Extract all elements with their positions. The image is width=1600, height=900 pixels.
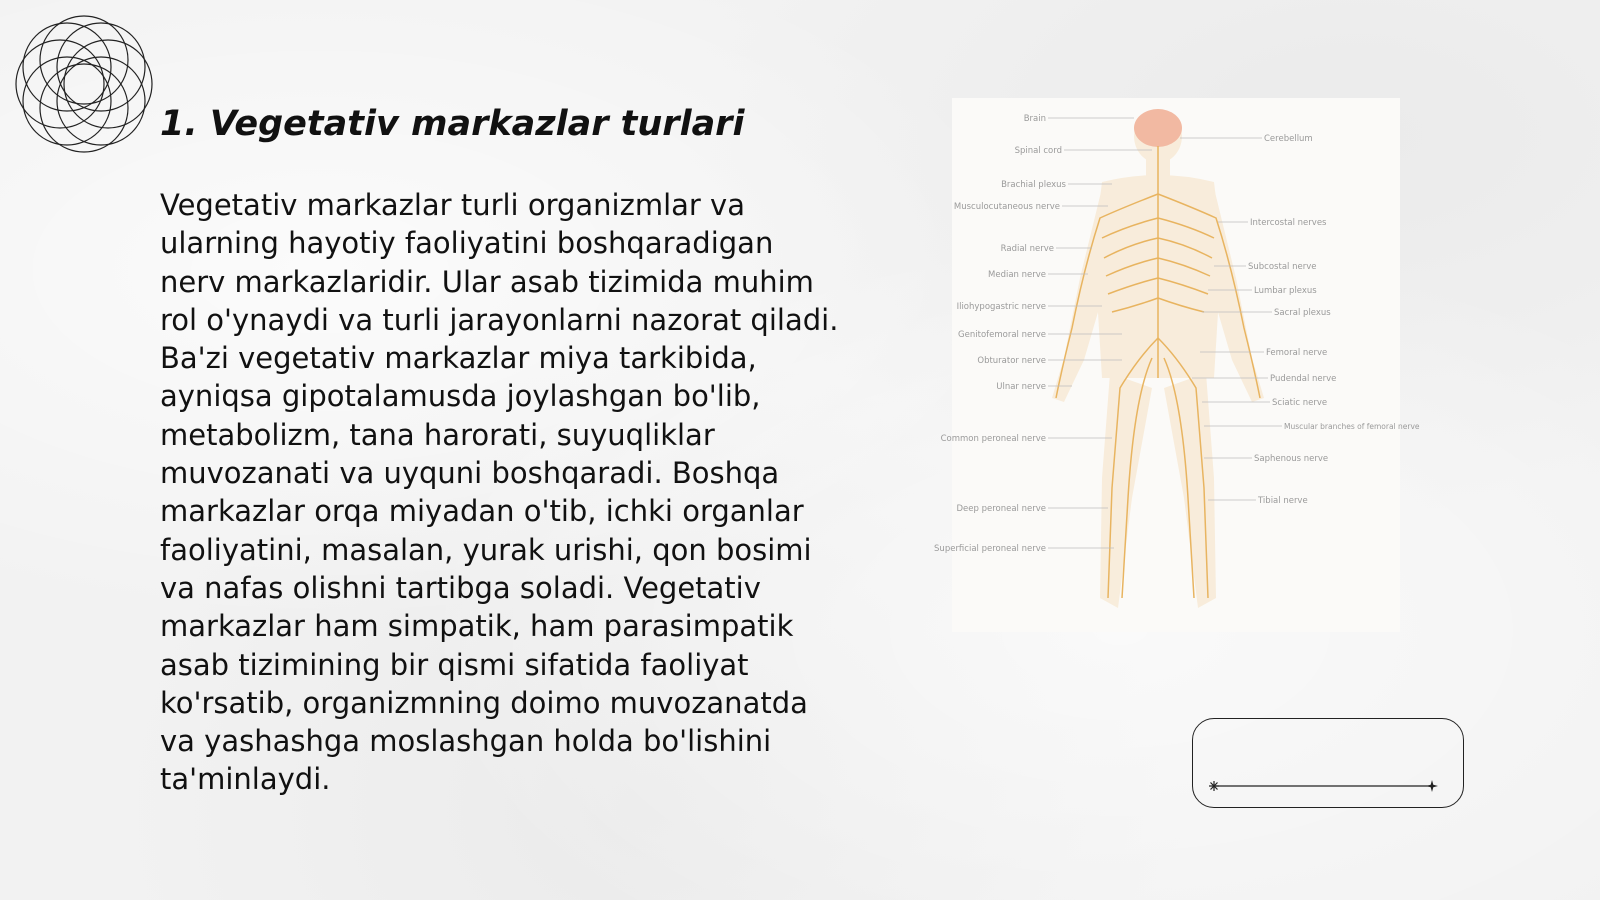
decorative-frame xyxy=(1192,718,1464,808)
nervous-system-illustration xyxy=(934,98,1420,632)
label-common-peroneal-nerve: Common peroneal nerve xyxy=(940,434,1046,444)
label-iliohypogastric-nerve: Iliohypogastric nerve xyxy=(956,302,1046,312)
label-femoral-nerve: Femoral nerve xyxy=(1266,348,1328,358)
label-sciatic-nerve: Sciatic nerve xyxy=(1272,398,1328,408)
label-deep-peroneal-nerve: Deep peroneal nerve xyxy=(956,504,1046,514)
label-pudendal-nerve: Pudendal nerve xyxy=(1270,374,1337,384)
label-musculocutaneous-nerve: Musculocutaneous nerve xyxy=(953,202,1060,212)
label-sacral-plexus: Sacral plexus xyxy=(1274,308,1331,318)
label-brain: Brain xyxy=(1023,114,1046,124)
label-lumbar-plexus: Lumbar plexus xyxy=(1254,286,1317,296)
label-brachial-plexus: Brachial plexus xyxy=(1001,180,1066,190)
label-tibial-nerve: Tibial nerve xyxy=(1258,496,1308,506)
starburst-icon xyxy=(1209,781,1219,791)
decorative-line xyxy=(1208,780,1440,792)
slide-title: 1. Vegetativ markazlar turlari xyxy=(160,104,745,144)
spirograph-circle-icon xyxy=(10,10,158,158)
label-radial-nerve: Radial nerve xyxy=(1000,244,1054,254)
label-median-nerve: Median nerve xyxy=(988,270,1046,280)
label-saphenous-nerve: Saphenous nerve xyxy=(1254,454,1329,464)
label-obturator-nerve: Obturator nerve xyxy=(977,356,1046,366)
label-intercostal-nerves: Intercostal nerves xyxy=(1250,218,1327,228)
label-superficial-peroneal-nerve: Superficial peroneal nerve xyxy=(934,544,1046,554)
label-subcostal-nerve: Subcostal nerve xyxy=(1248,262,1317,272)
label-ulnar-nerve: Ulnar nerve xyxy=(996,382,1046,392)
label-spinal-cord: Spinal cord xyxy=(1014,146,1062,156)
label-muscular-branches-femoral-nerve: Muscular branches of femoral nerve xyxy=(1284,422,1420,431)
nervous-system-figure xyxy=(934,98,1420,632)
sparkle-icon xyxy=(1426,780,1438,792)
label-genitofemoral-nerve: Genitofemoral nerve xyxy=(958,330,1046,340)
slide-body-text: Vegetativ markazlar turli organizmlar va ularning hayotiy faoliyatini boshqaradigan nerv markazlaridir. Ular asab tizimida muhim rol o'ynaydi va turli jarayonlarni nazorat qiladi. Ba'zi vegetativ markazlar miya tarkibida, ayniqsa gipotalamusda joylashgan bo'lib, metabolizm, tana harorati, suyuqliklar muvozanati va uyquni boshqaradi. Boshqa markazlar orqa miyadan o'tib, ichki organlar faoliyatini, masalan, yurak urishi, qon bosimi va nafas olishni tartibga soladi. Vegetativ markazlar ham simpatik, ham parasimpatik asab tizimining bir qismi sifatida faoliyat ko'rsatib, organizmning doimo muvozanatda va yashashga moslashgan holda bo'lishini ta'minlaydi. xyxy=(160,188,839,797)
label-cerebellum: Cerebellum xyxy=(1264,134,1313,144)
